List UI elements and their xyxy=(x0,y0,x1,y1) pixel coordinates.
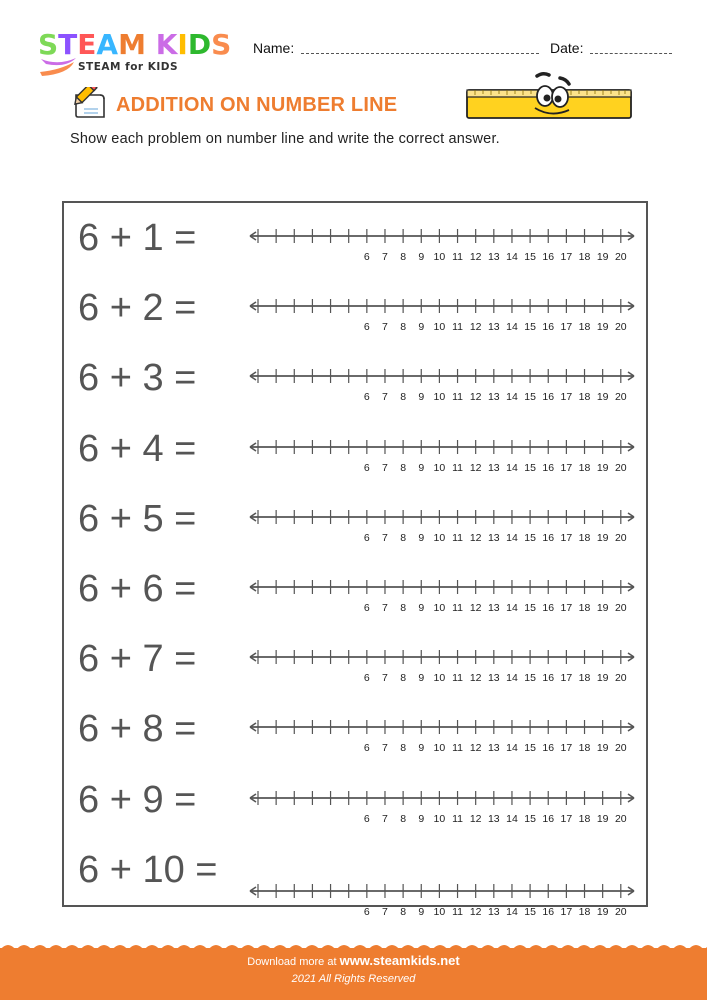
problem-equation: 6 + 7 = xyxy=(78,638,197,681)
date-field[interactable] xyxy=(590,53,672,54)
tick-label: 14 xyxy=(506,812,518,825)
tick-label: 19 xyxy=(596,672,609,685)
tick-label: 7 xyxy=(382,742,388,755)
problem-equation: 6 + 5 = xyxy=(78,497,197,540)
tick-label: 17 xyxy=(560,321,573,334)
tick-label: 19 xyxy=(596,391,609,404)
tick-label: 15 xyxy=(524,531,536,544)
tick-label: 9 xyxy=(418,672,425,685)
tick-label: 19 xyxy=(596,905,609,918)
name-label: Name: xyxy=(253,40,295,56)
tick-label: 14 xyxy=(506,391,518,404)
tick-label: 20 xyxy=(614,461,627,474)
tick-label: 12 xyxy=(469,321,482,334)
tick-label: 20 xyxy=(614,321,627,334)
tick-label: 8 xyxy=(400,321,407,334)
logo-subtitle: STEAM for KIDS xyxy=(78,61,179,73)
tick-label: 11 xyxy=(452,672,463,685)
footer-prefix: Download more at xyxy=(247,956,340,968)
number-line[interactable] xyxy=(246,364,638,404)
tick-label: 17 xyxy=(560,602,573,614)
tick-label: 15 xyxy=(524,251,536,263)
tick-label: 7 xyxy=(382,251,388,263)
tick-label: 16 xyxy=(542,812,555,825)
tick-label: 12 xyxy=(469,391,482,404)
tick-label: 15 xyxy=(524,391,536,404)
tick-label: 17 xyxy=(560,531,573,544)
tick-label: 16 xyxy=(542,905,555,918)
tick-label: 12 xyxy=(469,905,482,918)
tick-label: 15 xyxy=(524,602,536,614)
problem-equation: 6 + 8 = xyxy=(78,708,197,751)
tick-label: 17 xyxy=(560,812,573,825)
number-line[interactable] xyxy=(246,645,638,685)
tick-label: 18 xyxy=(578,905,591,918)
tick-label: 10 xyxy=(433,672,446,685)
tick-label: 19 xyxy=(596,812,609,825)
logo-letter: M xyxy=(118,28,146,61)
worksheet-title: ADDITION ON NUMBER LINE xyxy=(116,94,398,116)
tick-label: 7 xyxy=(382,812,388,825)
tick-label: 9 xyxy=(418,812,425,825)
tick-label: 18 xyxy=(578,251,591,263)
tick-label: 20 xyxy=(614,742,627,755)
tick-label: 16 xyxy=(542,531,555,544)
tick-label: 11 xyxy=(452,742,463,755)
tick-label: 11 xyxy=(452,321,463,334)
problem-equation: 6 + 1 = xyxy=(78,217,197,259)
tick-label: 13 xyxy=(487,321,500,334)
number-line[interactable] xyxy=(246,224,638,264)
tick-label: 9 xyxy=(418,461,425,474)
tick-label: 20 xyxy=(614,602,627,614)
name-field[interactable] xyxy=(301,53,539,54)
steam-kids-logo xyxy=(38,28,238,73)
tick-label: 19 xyxy=(596,742,609,755)
logo-letter: S xyxy=(38,28,59,61)
tick-label: 7 xyxy=(382,672,388,685)
tick-label: 15 xyxy=(524,461,536,474)
tick-label: 15 xyxy=(524,905,536,918)
tick-label: 10 xyxy=(433,461,446,474)
tick-label: 15 xyxy=(524,321,536,334)
tick-label: 17 xyxy=(560,461,573,474)
tick-label: 18 xyxy=(578,321,591,334)
tick-label: 10 xyxy=(433,391,446,404)
tick-label: 6 xyxy=(363,461,370,474)
footer-copyright: 2021 All Rights Reserved xyxy=(291,973,416,985)
number-line[interactable] xyxy=(246,715,638,755)
tick-label: 11 xyxy=(452,251,463,263)
problem-equation: 6 + 9 = xyxy=(78,778,197,821)
tick-label: 18 xyxy=(578,742,591,755)
logo-letter: T xyxy=(58,28,78,61)
tick-label: 14 xyxy=(506,672,518,685)
tick-label: 16 xyxy=(542,321,555,334)
tick-label: 16 xyxy=(542,251,555,263)
tick-label: 20 xyxy=(614,251,627,263)
number-line[interactable] xyxy=(246,505,638,545)
number-line[interactable] xyxy=(246,435,638,475)
tick-label: 15 xyxy=(524,812,536,825)
tick-label: 11 xyxy=(452,531,463,544)
tick-label: 19 xyxy=(596,321,609,334)
tick-label: 13 xyxy=(487,251,500,263)
tick-label: 13 xyxy=(487,391,500,404)
logo-letter: S xyxy=(211,28,232,61)
tick-label: 14 xyxy=(506,602,518,614)
number-line[interactable] xyxy=(246,575,638,615)
tick-label: 14 xyxy=(506,905,518,918)
tick-label: 13 xyxy=(487,812,500,825)
tick-label: 15 xyxy=(524,672,536,685)
tick-label: 13 xyxy=(487,531,500,544)
tick-label: 20 xyxy=(614,391,627,404)
tick-label: 20 xyxy=(614,531,627,544)
tick-label: 6 xyxy=(363,251,370,263)
tick-label: 14 xyxy=(506,531,518,544)
tick-label: 19 xyxy=(596,251,609,263)
number-line[interactable] xyxy=(246,786,638,826)
tick-label: 18 xyxy=(578,812,591,825)
tick-label: 9 xyxy=(418,391,425,404)
tick-label: 12 xyxy=(469,531,482,544)
tick-label: 6 xyxy=(363,672,370,685)
tick-label: 9 xyxy=(418,251,425,263)
tick-label: 18 xyxy=(578,391,591,404)
tick-label: 17 xyxy=(560,251,573,263)
tick-label: 6 xyxy=(363,742,370,755)
footer-site-link[interactable]: www.steamkids.net xyxy=(339,953,460,968)
tick-label: 8 xyxy=(400,602,407,614)
number-line[interactable] xyxy=(246,294,638,334)
tick-label: 12 xyxy=(469,602,482,614)
tick-label: 12 xyxy=(469,672,482,685)
tick-label: 17 xyxy=(560,905,573,918)
tick-label: 12 xyxy=(469,742,482,755)
tick-label: 8 xyxy=(400,461,407,474)
tick-label: 12 xyxy=(469,461,482,474)
tick-label: 17 xyxy=(560,672,573,685)
tick-label: 18 xyxy=(578,531,591,544)
logo-letter: I xyxy=(177,28,188,61)
problem-equation: 6 + 3 = xyxy=(78,357,197,400)
tick-label: 12 xyxy=(469,251,482,263)
footer-download-text xyxy=(0,953,707,968)
tick-label: 7 xyxy=(382,602,388,614)
tick-label: 14 xyxy=(506,251,518,263)
tick-label: 8 xyxy=(400,531,407,544)
tick-label: 8 xyxy=(400,742,407,755)
logo-letter: A xyxy=(96,28,119,61)
tick-label: 13 xyxy=(487,461,500,474)
tick-label: 18 xyxy=(578,602,591,614)
tick-label: 8 xyxy=(400,251,407,263)
logo-letter: K xyxy=(155,28,178,61)
pencil-paper-icon xyxy=(70,87,106,121)
date-label: Date: xyxy=(550,40,584,56)
tick-label: 14 xyxy=(506,461,518,474)
ruler-mascot-icon xyxy=(465,70,637,124)
tick-label: 20 xyxy=(614,812,627,825)
tick-label: 6 xyxy=(363,321,370,334)
tick-label: 20 xyxy=(614,905,627,918)
tick-label: 12 xyxy=(469,812,482,825)
tick-label: 9 xyxy=(418,742,425,755)
tick-label: 16 xyxy=(542,672,555,685)
tick-label: 11 xyxy=(452,461,463,474)
problem-equation: 6 + 6 = xyxy=(78,568,197,610)
tick-label: 16 xyxy=(542,461,555,474)
problem-equation: 6 + 4 = xyxy=(78,427,197,470)
logo-letter xyxy=(146,30,156,60)
tick-label: 16 xyxy=(542,391,555,404)
tick-label: 10 xyxy=(433,602,446,614)
tick-label: 10 xyxy=(433,251,446,263)
tick-label: 10 xyxy=(433,905,446,918)
tick-label: 6 xyxy=(363,531,370,544)
tick-label: 7 xyxy=(382,321,388,334)
tick-label: 7 xyxy=(382,391,388,404)
tick-label: 19 xyxy=(596,461,609,474)
tick-label: 11 xyxy=(452,905,463,918)
tick-label: 9 xyxy=(418,531,425,544)
logo-swoosh-icon xyxy=(38,56,83,78)
tick-label: 17 xyxy=(560,391,573,404)
tick-label: 14 xyxy=(506,321,518,334)
tick-label: 18 xyxy=(578,672,591,685)
tick-label: 6 xyxy=(363,812,370,825)
tick-label: 9 xyxy=(418,321,425,334)
tick-label: 10 xyxy=(433,531,446,544)
tick-label: 10 xyxy=(433,812,446,825)
tick-label: 6 xyxy=(363,602,370,614)
tick-label: 13 xyxy=(487,672,500,685)
tick-label: 9 xyxy=(418,602,425,614)
number-line[interactable] xyxy=(246,879,638,919)
tick-label: 10 xyxy=(433,321,446,334)
tick-label: 13 xyxy=(487,742,500,755)
tick-label: 14 xyxy=(506,742,518,755)
tick-label: 15 xyxy=(524,742,536,755)
tick-label: 10 xyxy=(433,742,446,755)
tick-label: 13 xyxy=(487,905,500,918)
tick-label: 19 xyxy=(596,602,609,614)
problem-equation: 6 + 2 = xyxy=(78,287,197,330)
tick-label: 8 xyxy=(400,812,407,825)
tick-label: 8 xyxy=(400,672,407,685)
problem-equation: 6 + 10 = xyxy=(78,848,218,891)
tick-label: 7 xyxy=(382,531,388,544)
tick-label: 16 xyxy=(542,602,555,614)
tick-label: 18 xyxy=(578,461,591,474)
instructions: Show each problem on number line and write the correct answer. xyxy=(70,131,500,147)
tick-label: 7 xyxy=(382,905,388,918)
tick-label: 9 xyxy=(418,905,425,918)
tick-label: 13 xyxy=(487,602,500,614)
tick-label: 11 xyxy=(452,602,463,614)
tick-label: 11 xyxy=(452,391,463,404)
tick-label: 19 xyxy=(596,531,609,544)
tick-label: 20 xyxy=(614,672,627,685)
tick-label: 6 xyxy=(363,905,370,918)
tick-label: 6 xyxy=(363,391,370,404)
tick-label: 8 xyxy=(400,391,407,404)
tick-label: 8 xyxy=(400,905,407,918)
logo-letter: E xyxy=(77,28,97,61)
tick-label: 16 xyxy=(542,742,555,755)
tick-label: 7 xyxy=(382,461,388,474)
logo-letter: D xyxy=(187,28,212,61)
tick-label: 11 xyxy=(452,812,463,825)
tick-label: 17 xyxy=(560,742,573,755)
